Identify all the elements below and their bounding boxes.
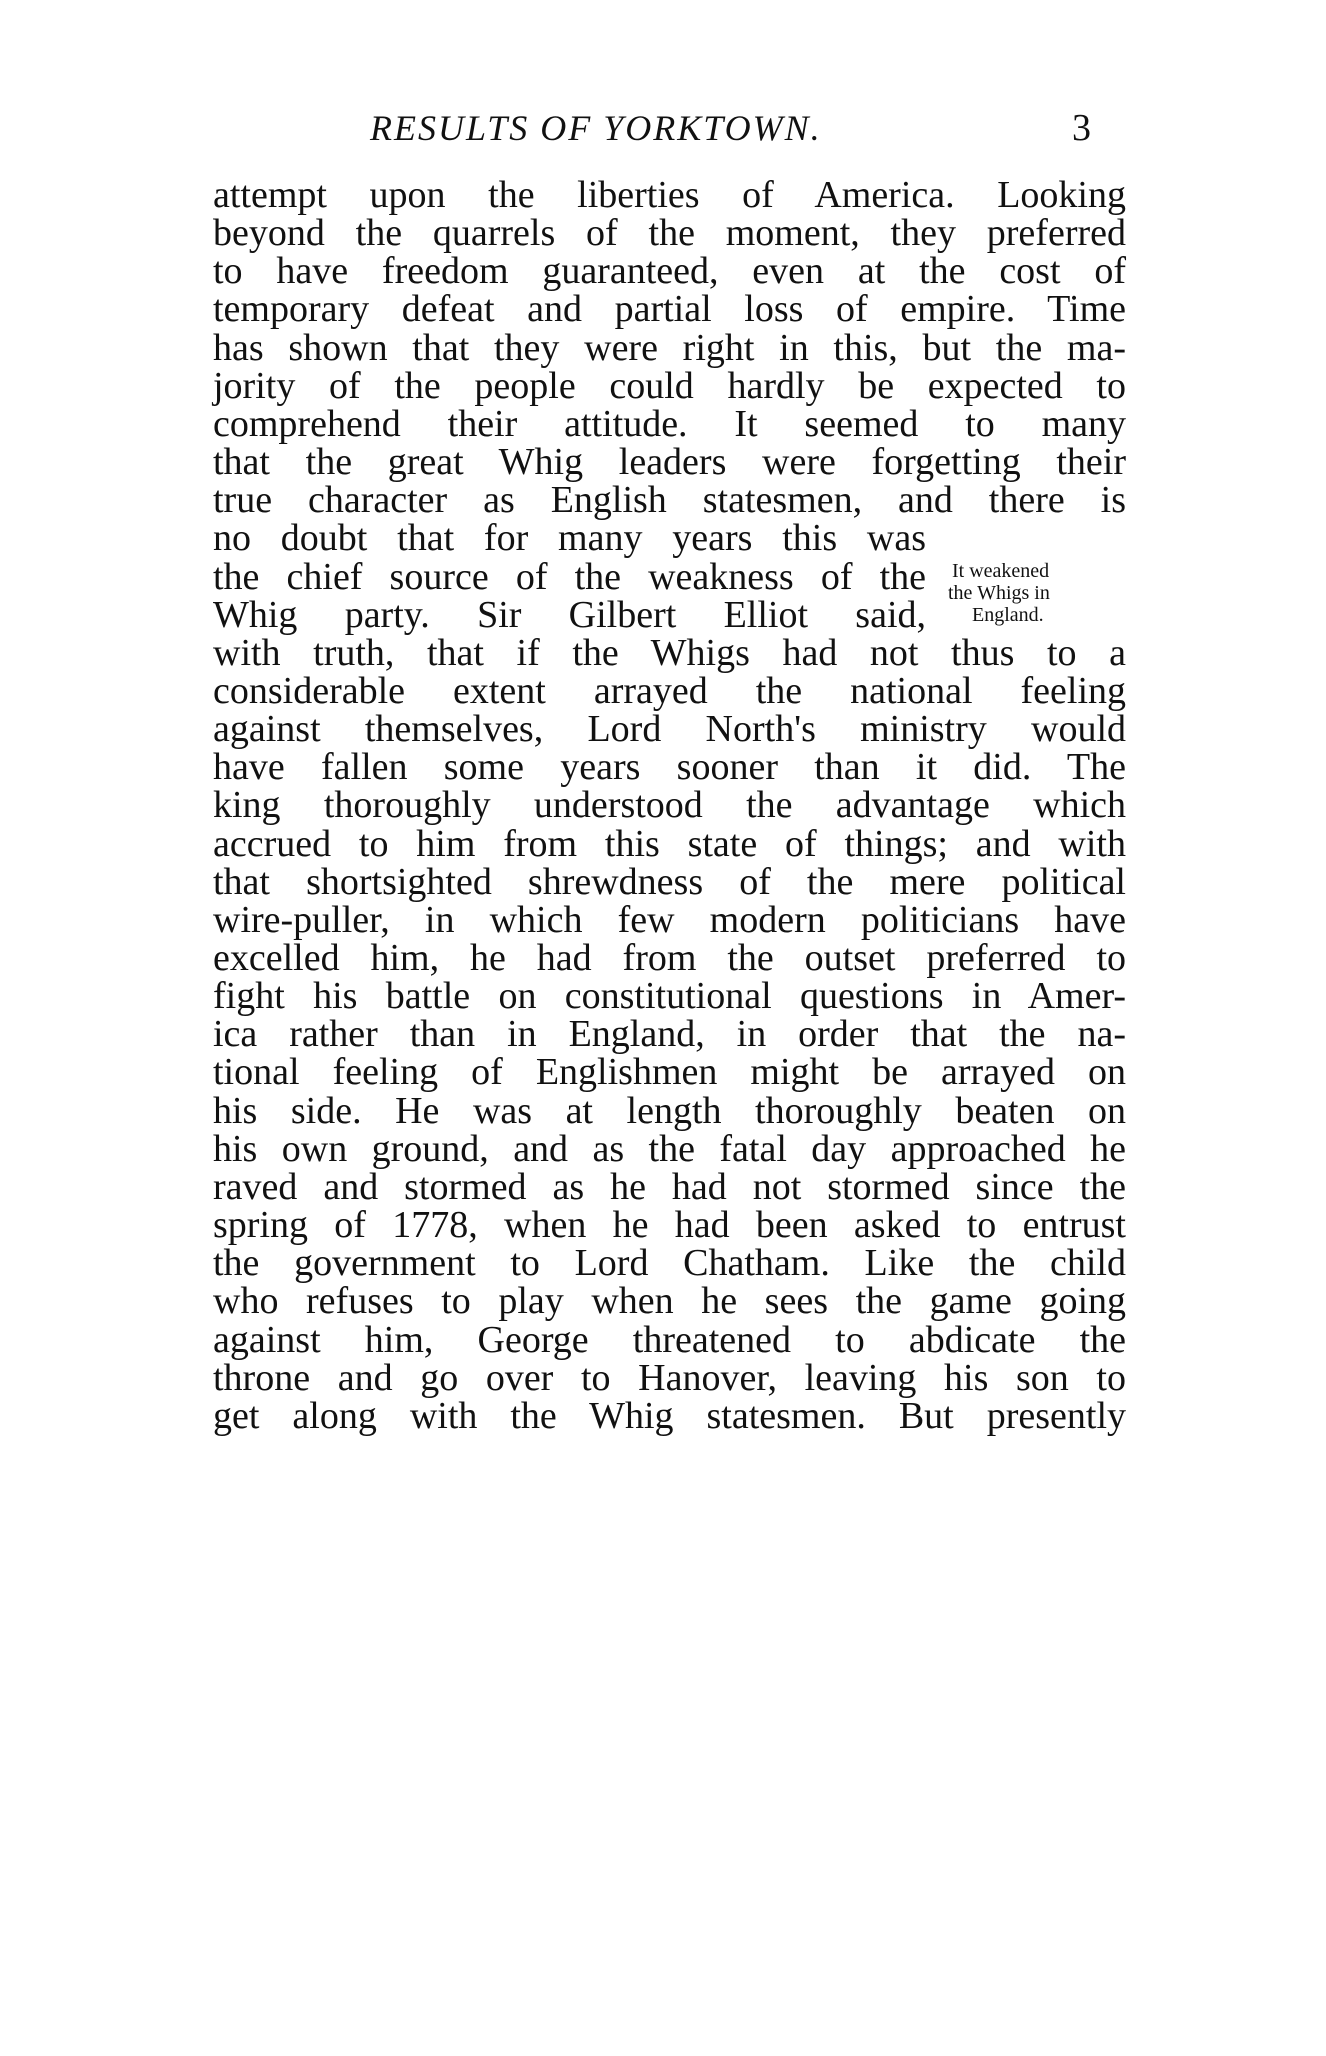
text-line: against him, George threatened to abdicate the (213, 1319, 1126, 1361)
text-line: no doubt that for many years this was (213, 517, 926, 559)
text-line: ica rather than in England, in order that the na- (213, 1013, 1126, 1055)
text-line: spring of 1778, when he had been asked to entrust (213, 1204, 1126, 1246)
text-line: comprehend their attitude. It seemed to many (213, 403, 1126, 445)
text-line: that the great Whig leaders were forgetting their (213, 441, 1126, 483)
page-number: 3 (1072, 107, 1091, 149)
text-line: has shown that they were right in this, but the ma- (213, 327, 1126, 369)
text-line: king thoroughly understood the advantage which (213, 784, 1126, 826)
text-line: accrued to him from this state of things; and with (213, 823, 1126, 865)
running-title: RESULTS OF YORKTOWN. (370, 108, 822, 148)
text-line: to have freedom guaranteed, even at the cost of (213, 250, 1126, 292)
text-line: beyond the quarrels of the moment, they preferred (213, 212, 1126, 254)
text-line: raved and stormed as he had not stormed since the (213, 1166, 1126, 1208)
margin-note-line: It weakened (952, 560, 1050, 582)
text-line: Whig party. Sir Gilbert Elliot said, (213, 594, 926, 636)
text-line: throne and go over to Hanover, leaving his son to (213, 1357, 1126, 1399)
text-line: temporary defeat and partial loss of empire. Time (213, 288, 1126, 330)
margin-note-line: the Whigs in (948, 582, 1050, 604)
text-line: attempt upon the liberties of America. Looking (213, 174, 1126, 216)
text-line: true character as English statesmen, and there is (213, 479, 1126, 521)
text-line: against themselves, Lord North's ministry would (213, 708, 1126, 750)
margin-note-line: England. (972, 604, 1044, 626)
text-line: get along with the Whig statesmen. But presently (213, 1395, 1126, 1437)
text-line: fight his battle on constitutional questions in Amer- (213, 975, 1126, 1017)
text-line: wire-puller, in which few modern politicians have (213, 899, 1126, 941)
text-line: the government to Lord Chatham. Like the child (213, 1242, 1126, 1284)
text-line: with truth, that if the Whigs had not thus to a (213, 632, 1126, 674)
text-line: his side. He was at length thoroughly beaten on (213, 1090, 1126, 1132)
text-line: have fallen some years sooner than it did. The (213, 746, 1126, 788)
text-line: that shortsighted shrewdness of the mere political (213, 861, 1126, 903)
text-line: excelled him, he had from the outset preferred to (213, 937, 1126, 979)
text-line: tional feeling of Englishmen might be arrayed on (213, 1051, 1126, 1093)
margin-note (948, 560, 1138, 626)
text-line: his own ground, and as the fatal day approached he (213, 1128, 1126, 1170)
text-line: who refuses to play when he sees the game going (213, 1280, 1126, 1322)
text-line: considerable extent arrayed the national feeling (213, 670, 1126, 712)
text-line: jority of the people could hardly be expected to (213, 365, 1126, 407)
text-line: the chief source of the weakness of the (213, 556, 926, 598)
running-head (0, 100, 1326, 156)
